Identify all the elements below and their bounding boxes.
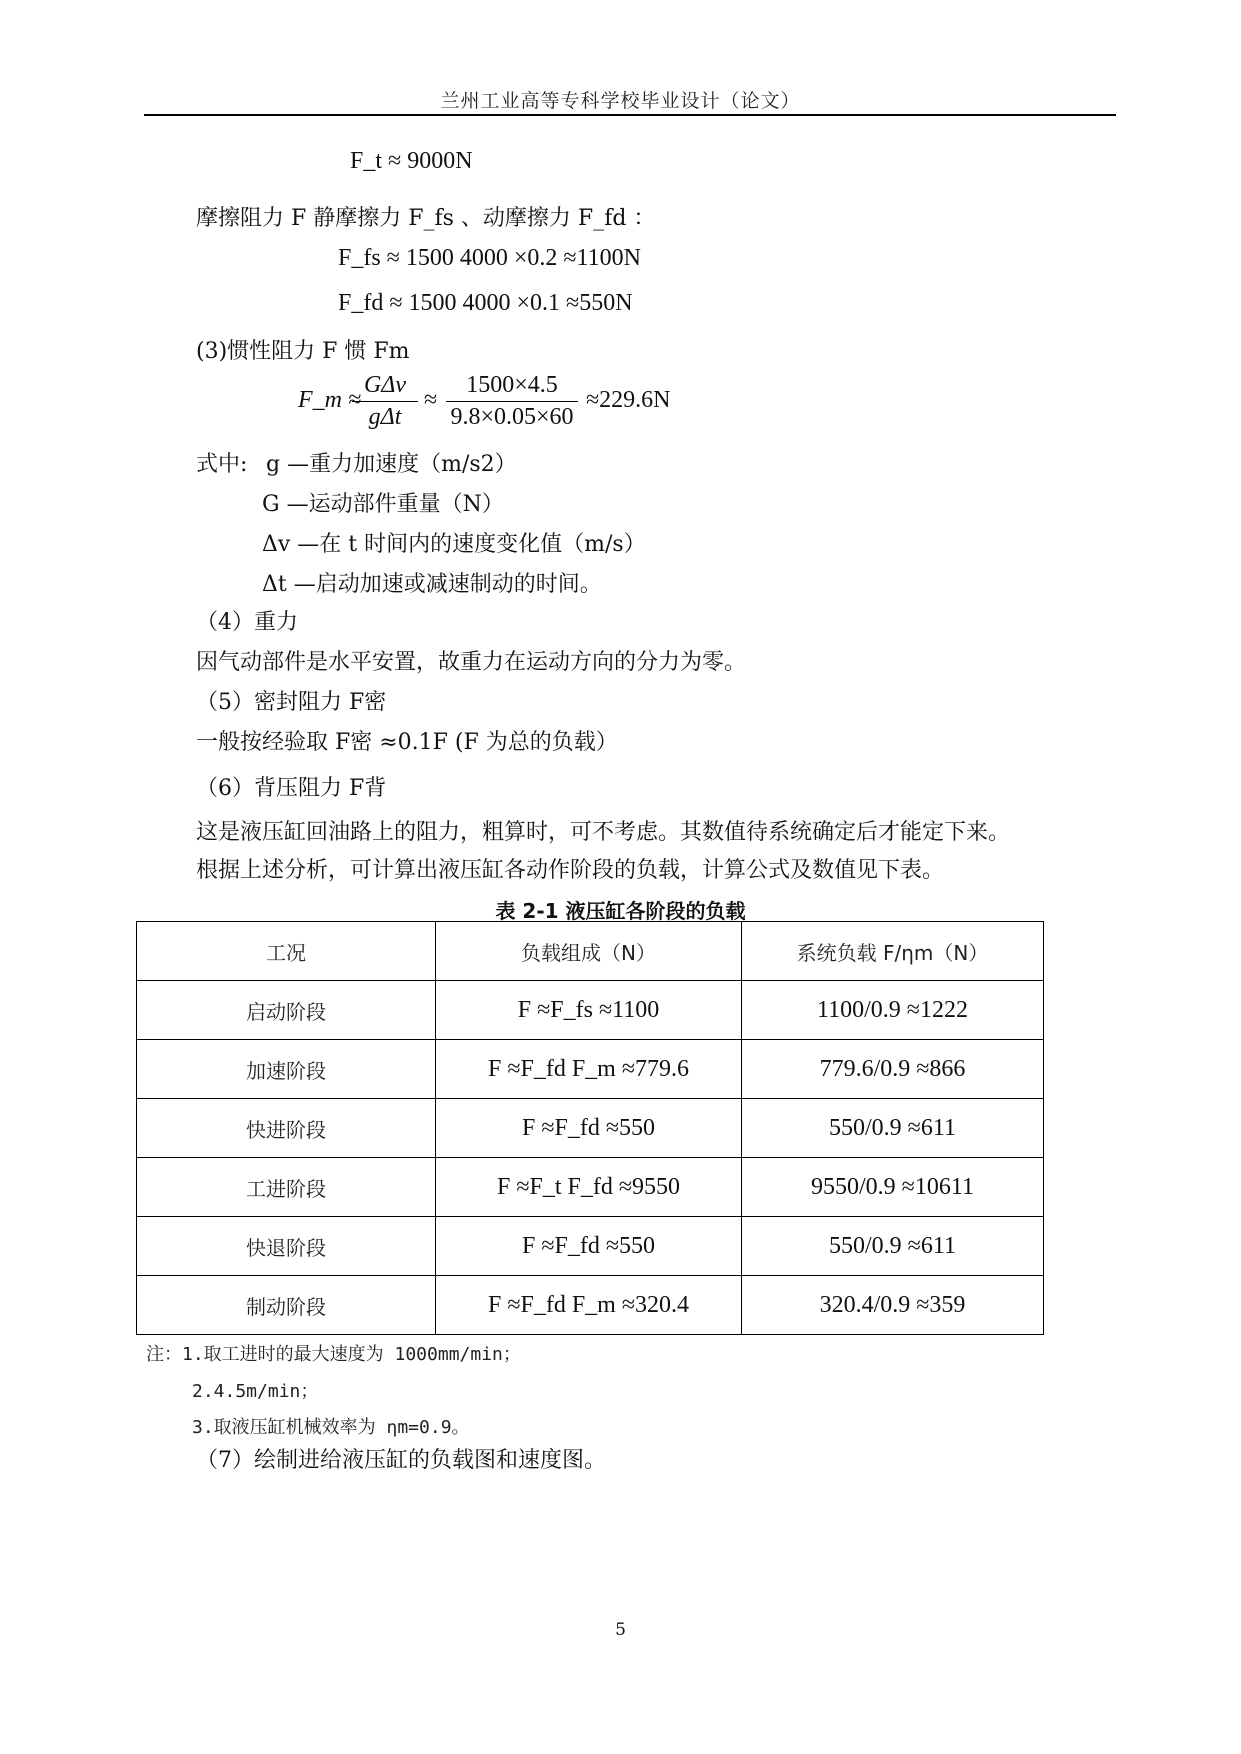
system-load-cell: 320.4/0.9 ≈359 [742,1276,1044,1335]
gravity-title: （4）重力 [196,610,298,635]
formula-fm-result: ≈229.6N [586,387,671,413]
composition-cell: F ≈F_fs ≈1100 [436,981,742,1040]
note-1: 注：1.取工进时的最大速度为 1000mm/min； [146,1344,521,1365]
stage-cell: 快进阶段 [137,1099,436,1158]
formula-fm-lhs: F_m ≈ [298,387,362,413]
table-caption: 表 2-1 液压缸各阶段的负载 [495,899,746,923]
system-load-cell: 1100/0.9 ≈1222 [742,981,1044,1040]
back-pressure-text: 这是液压缸回油路上的阻力，粗算时，可不考虑。其数值待系统确定后才能定下来。 [196,820,1011,845]
header-rule [144,114,1116,116]
composition-cell: F ≈F_t F_fd ≈9550 [436,1158,742,1217]
composition-cell: F ≈F_fd F_m ≈779.6 [436,1040,742,1099]
seal-text: 一般按经验取 F密 ≈0.1F (F 为总的负载） [196,730,618,755]
note-3: 3.取液压缸机械效率为 ηm=0.9。 [192,1417,470,1438]
final-step-text: （7）绘制进给液压缸的负载图和速度图。 [196,1448,606,1473]
formula-ffd: F_fd ≈ 1500 4000 ×0.1 ≈550N [338,290,633,316]
fraction-g-dv-dt [352,372,418,431]
stage-cell: 快退阶段 [137,1217,436,1276]
system-load-cell: 779.6/0.9 ≈866 [742,1040,1044,1099]
seal-title: （5）密封阻力 F密 [196,690,387,715]
approx-sign: ≈ [424,387,438,413]
system-load-cell: 9550/0.9 ≈10611 [742,1158,1044,1217]
header-cell-composition: 负载组成（N） [436,922,742,981]
def-dt: Δt —启动加速或减速制动的时间。 [262,572,602,597]
stage-cell: 工进阶段 [137,1158,436,1217]
back-pressure-title: （6）背压阻力 F背 [196,776,387,801]
system-load-cell: 550/0.9 ≈611 [742,1217,1044,1276]
def-dv: Δv —在 t 时间内的速度变化值（m/s） [262,532,646,557]
header-cell-system-load: 系统负载 F/ηm（N） [742,922,1044,981]
def-g: g —重力加速度（m/s2） [266,452,517,477]
running-header: 兰州工业高等专科学校毕业设计（论文） [440,90,801,112]
composition-cell: F ≈F_fd F_m ≈320.4 [436,1276,742,1335]
header-cell-stage: 工况 [137,922,436,981]
stage-cell: 制动阶段 [137,1276,436,1335]
table-row [137,1099,1044,1158]
table-row [137,1217,1044,1276]
load-table [136,921,1044,1335]
table-row [137,1158,1044,1217]
stage-cell: 加速阶段 [137,1040,436,1099]
analysis-text: 根据上述分析，可计算出液压缸各动作阶段的负载，计算公式及数值见下表。 [196,858,945,883]
gravity-text: 因气动部件是水平安置，故重力在运动方向的分力为零。 [196,650,747,675]
stage-cell: 启动阶段 [137,981,436,1040]
composition-cell: F ≈F_fd ≈550 [436,1217,742,1276]
fraction-numerator: 1500×4.5 [466,372,558,398]
friction-intro: 摩擦阻力 F 静摩擦力 F_fs 、动摩擦力 F_fd ： [196,206,656,231]
fraction-bar [352,401,418,402]
page-number: 5 [615,1620,626,1640]
fraction-values [446,372,578,431]
note-2: 2.4.5m/min； [192,1381,319,1402]
system-load-cell: 550/0.9 ≈611 [742,1099,1044,1158]
def-G: G —运动部件重量（N） [262,492,504,517]
table-row [137,981,1044,1040]
fraction-denominator: gΔt [368,404,402,430]
fraction-numerator: GΔv [363,372,407,398]
where-label: 式中: [196,452,248,477]
inertia-title: (3)惯性阻力 F 惯 Fm [196,339,410,364]
table-row [137,1276,1044,1335]
formula-ft: F_t ≈ 9000N [350,148,473,174]
table-header-row [137,922,1044,981]
fraction-bar [446,401,578,402]
table-row [137,1040,1044,1099]
fraction-denominator: 9.8×0.05×60 [450,404,574,430]
composition-cell: F ≈F_fd ≈550 [436,1099,742,1158]
formula-ffs: F_fs ≈ 1500 4000 ×0.2 ≈1100N [338,245,641,271]
